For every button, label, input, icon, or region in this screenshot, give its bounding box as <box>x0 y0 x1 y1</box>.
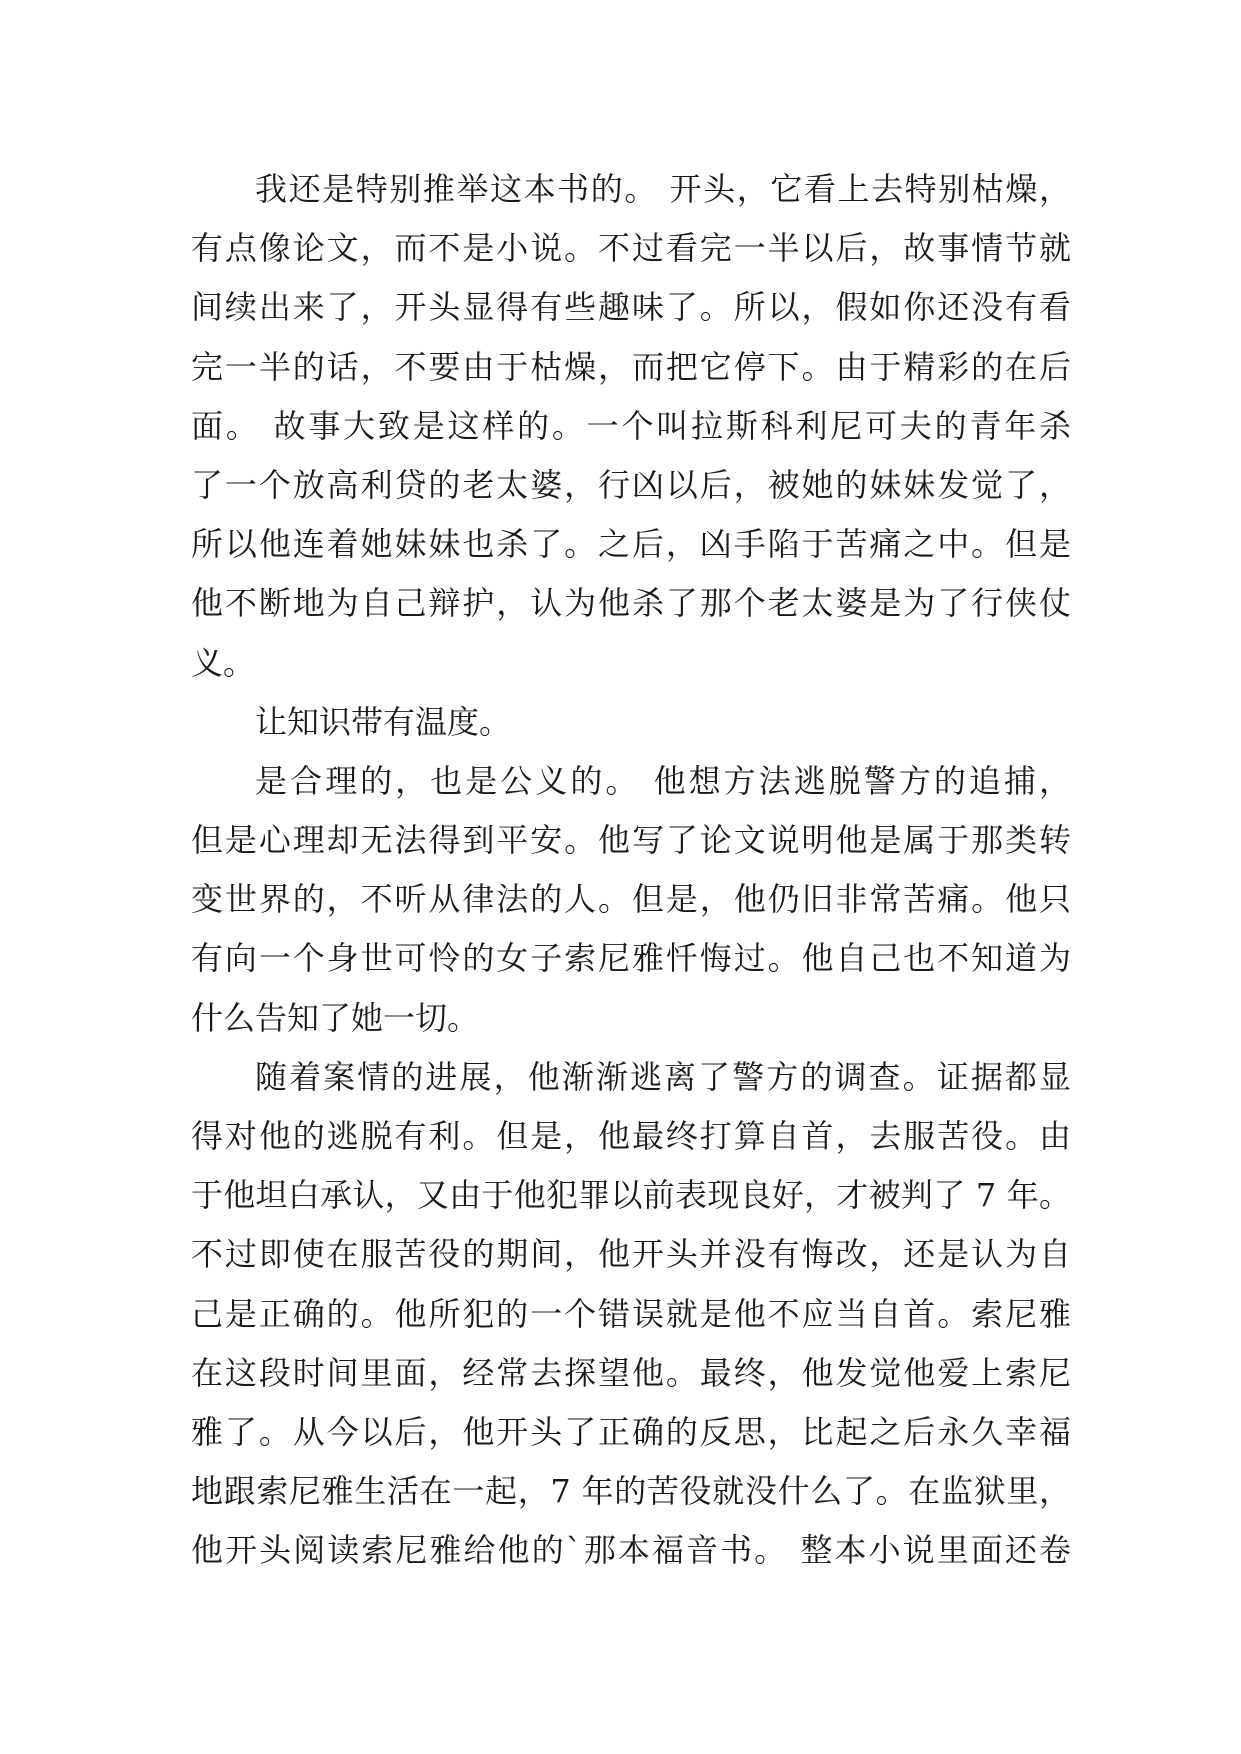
text-line: 于他坦白承认，又由于他犯罪以前表现良好，才被判了 7 年。 <box>191 1176 1071 1215</box>
document-body <box>191 160 1071 1581</box>
text-line: 但是心理却无法得到平安。他写了论文说明他是属于那类转 <box>191 821 1071 860</box>
text-line: 雅了。从今以后，他开头了正确的反思，比起之后永久幸福 <box>191 1412 1071 1451</box>
text-line: 他不断地为自己辩护，认为他杀了那个老太婆是为了行侠仗 <box>191 584 1071 623</box>
text-line: 在这段时间里面，经常去探望他。最终，他发觉他爱上索尼 <box>191 1353 1071 1392</box>
text-line: 是合理的，也是公义的。 他想方法逃脱警方的追捕， <box>255 761 1071 800</box>
text-line: 随着案情的进展，他渐渐逃离了警方的调查。证据都显 <box>255 1057 1071 1096</box>
text-line: 了一个放高利贷的老太婆，行凶以后，被她的妹妹发觉了， <box>191 465 1071 504</box>
text-line: 不过即使在服苦役的期间，他开头并没有悔改，还是认为自 <box>191 1235 1071 1274</box>
text-line: 我还是特别推举这本书的。 开头，它看上去特别枯燥， <box>255 170 1071 208</box>
text-line: 有点像论文，而不是小说。不过看完一半以后，故事情节就 <box>191 229 1071 268</box>
text-line: 什么告知了她一切。 <box>191 998 480 1037</box>
text-line: 间续出来了，开头显得有些趣味了。所以，假如你还没有看 <box>191 288 1071 327</box>
text-line: 有向一个身世可怜的女子索尼雅忏悔过。他自己也不知道为 <box>191 939 1071 978</box>
text-line: 义。 <box>191 643 256 682</box>
text-line: 己是正确的。他所犯的一个错误就是他不应当自首。索尼雅 <box>191 1294 1071 1333</box>
text-line: 他开头阅读索尼雅给他的`那本福音书。 整本小说里面还卷 <box>191 1531 1071 1570</box>
text-line: 让知识带有温度。 <box>255 702 512 741</box>
text-line: 地跟索尼雅生活在一起，7 年的苦役就没什么了。在监狱里， <box>191 1472 1071 1511</box>
text-line: 完一半的话，不要由于枯燥，而把它停下。由于精彩的在后 <box>191 347 1071 386</box>
text-line: 变世界的，不听从律法的人。但是，他仍旧非常苦痛。他只 <box>191 880 1071 919</box>
text-line: 所以他连着她妹妹也杀了。之后，凶手陷于苦痛之中。但是 <box>191 525 1071 564</box>
text-line: 得对他的逃脱有利。但是，他最终打算自首，去服苦役。由 <box>191 1117 1071 1155</box>
text-line: 面。 故事大致是这样的。一个叫拉斯科利尼可夫的青年杀 <box>191 406 1071 445</box>
